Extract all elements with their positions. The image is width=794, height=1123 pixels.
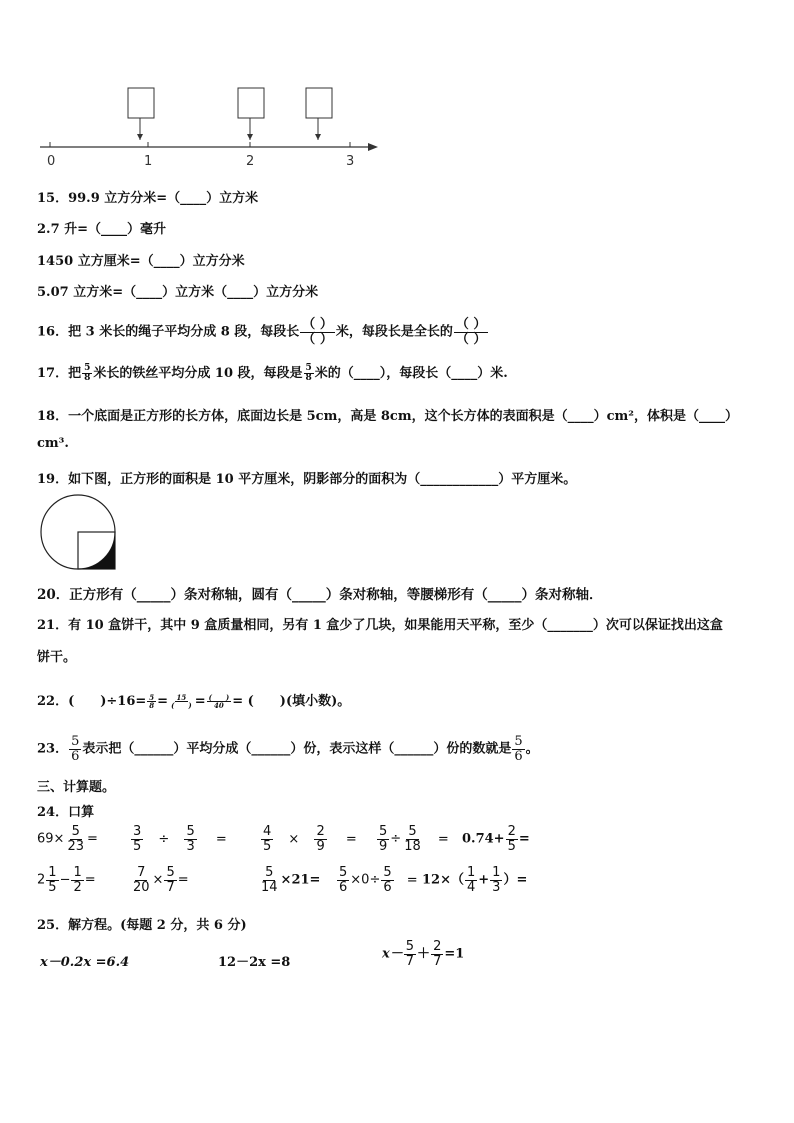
- q24-r1-c-frac1: [261, 825, 273, 853]
- q23-f2-num: 5: [514, 734, 523, 749]
- q24-r2-a-den2: 2: [73, 879, 82, 895]
- q17-frac2-den: 8: [305, 373, 312, 383]
- q24-r1-c-op: ×: [288, 831, 300, 847]
- q17-fraction-2: [304, 364, 314, 384]
- q24-r2-e-den1: 4: [466, 879, 476, 895]
- q23-f1-den: 6: [71, 748, 80, 764]
- q22-f1-den: 8: [149, 701, 155, 710]
- q23-end: 。: [525, 741, 539, 757]
- q24-r1-d-eq: =: [437, 831, 449, 847]
- q24-r1-e-eq: =: [518, 831, 530, 847]
- q15-line2: 2.7 升=（____）毫升: [37, 222, 167, 237]
- q22-eq2: =: [194, 694, 206, 709]
- q21-line2: 饼干。: [37, 650, 77, 665]
- q24-r2-b-op: ×: [152, 872, 164, 888]
- q19-text: 如下图，正方形的面积是 10 平方厘米，阴影部分的面积为（____________）平方厘米。: [68, 472, 577, 487]
- q24-item-2: [130, 825, 227, 853]
- q25-eq3-frac1: [404, 940, 416, 968]
- q16-text2: 米，每段长是全长的: [335, 324, 453, 340]
- q21-number: 21．: [37, 618, 69, 633]
- q24-r2-b-eq: =: [177, 872, 189, 888]
- q24-r2-c-num: 5: [265, 865, 274, 880]
- q16-frac1-den: （ ）: [302, 331, 333, 347]
- q15-number: 15．: [37, 191, 69, 206]
- q24-item-1: [37, 825, 98, 853]
- q16-line: [37, 318, 489, 346]
- q25-eq3-num2: 2: [433, 939, 442, 954]
- q22-text1: ( )÷16=: [68, 694, 147, 709]
- q22-f1-num: 5: [149, 692, 155, 702]
- q24-title: 口算: [68, 805, 95, 820]
- q24-r2-b-den2: 7: [166, 879, 175, 895]
- q24-r1-a-den: 23: [67, 838, 84, 854]
- q24-r2-d-num1: 5: [339, 865, 348, 880]
- q15-line4: 5.07 立方米=（____）立方米（____）立方分米: [37, 285, 319, 300]
- q24-r2-a-eq: =: [84, 872, 96, 888]
- q24-r1-b-den2: 3: [186, 838, 195, 854]
- q17-frac1-den: 8: [84, 373, 91, 383]
- q24-r2-c-den: 14: [261, 879, 278, 895]
- q21-text1: 有 10 盒饼干，其中 9 盒质量相同，另有 1 盒少了几块，如果能用天平称，至少（_______）次可以保证找出这盒: [68, 618, 723, 633]
- q16-text1: 把 3 米长的绳子平均分成 8 段，每段长: [68, 324, 300, 340]
- box-2: [238, 88, 264, 140]
- q24-r1-b-frac2: [184, 825, 196, 853]
- q24-r2-e-op: +: [478, 872, 490, 888]
- q24-r1-e-den: 5: [507, 838, 516, 854]
- q17-frac2-num: 5: [305, 362, 312, 373]
- q22-fraction-1: [147, 694, 156, 710]
- q24-item-5: [462, 825, 530, 853]
- q24-r1-c-num1: 4: [263, 824, 272, 839]
- q23-line: [37, 735, 539, 763]
- q24-r2-d-num2: 5: [383, 865, 392, 880]
- q16-frac1-num: （ ）: [302, 317, 333, 332]
- q24-r1-d-frac1: [377, 825, 389, 853]
- q17-text3: 米的（____），每段长（____）米.: [314, 366, 508, 381]
- q18-line1: [37, 405, 738, 424]
- q17-text2: 米长的铁丝平均分成 10 段，每段是: [93, 366, 303, 381]
- q24-r2-c-text: ×21=: [280, 872, 321, 888]
- q24-r2-d-frac2: [381, 866, 393, 894]
- q25-eq3-num1: 5: [405, 939, 415, 954]
- q18-text1: 一个底面是正方形的长方体，底面边长是 5cm，高是 8cm，这个长方体的表面积是（____）cm²，体积是（____）: [68, 409, 738, 424]
- q25-heading: [37, 914, 247, 933]
- q24-r1-c-den2: 9: [316, 838, 325, 854]
- q24-r1-d-frac2: [402, 825, 423, 853]
- q22-number: 22．: [37, 694, 69, 709]
- q24-r2-b-num1: 7: [137, 865, 146, 880]
- q24-r1-d-den1: 9: [379, 838, 388, 854]
- q24-r1-d-num2: 5: [408, 824, 417, 839]
- q21-line1: [37, 614, 723, 633]
- q20-number: 20．: [37, 587, 70, 603]
- q24-r1-a-frac: [65, 825, 86, 853]
- q25-equation-3: [382, 940, 464, 968]
- q15-line1: [37, 187, 258, 206]
- q24-r1-e-text: 0.74+: [462, 831, 505, 847]
- q16-frac2-num: （ ）: [455, 317, 487, 332]
- q25-equation-2: 12－2x =8: [218, 955, 291, 970]
- tick-label-2: 2: [246, 154, 255, 169]
- q25-eq3-op: ＋: [417, 946, 431, 962]
- q20-text: 正方形有（_____）条对称轴，圆有（_____）条对称轴，等腰梯形有（_____）条对称轴．: [69, 587, 603, 603]
- q22-f2-den: ( ): [171, 701, 192, 710]
- q16-fraction-2: [454, 318, 489, 346]
- q25-title: 解方程。(每题 2 分，共 6 分): [68, 918, 247, 933]
- q22-line: [37, 690, 350, 709]
- q23-number: 23．: [37, 741, 69, 757]
- q17-fraction-1: [82, 364, 92, 384]
- q24-item-4: [376, 825, 449, 853]
- q24-r2-d-eq: =: [406, 872, 418, 888]
- q22-f2-num: 15: [176, 692, 187, 702]
- q24-r1-b-frac1: [131, 825, 143, 853]
- q17-text1: 把: [68, 366, 82, 381]
- q24-r2-e-num2: 1: [492, 865, 501, 880]
- q24-item-10: [422, 866, 527, 894]
- q22-f3-den: 40: [214, 701, 224, 710]
- q24-heading: [37, 801, 94, 820]
- q15-text1: 99.9 立方分米=（____）立方米: [68, 191, 259, 206]
- q23-f1-num: 5: [71, 734, 80, 749]
- q24-r2-b-den1: 20: [133, 879, 150, 895]
- q23-f2-den: 6: [514, 748, 523, 764]
- q19-line: [37, 468, 576, 487]
- q24-r2-e-num1: 1: [466, 865, 476, 880]
- q24-r1-e-num: 2: [507, 824, 516, 839]
- q24-r2-a-frac2: [71, 866, 83, 894]
- tick-label-1: 1: [144, 154, 153, 169]
- q24-item-7: [130, 866, 189, 894]
- q24-item-8: [258, 866, 320, 894]
- q24-r1-d-den2: 18: [404, 838, 421, 854]
- q24-r2-a-frac1: [46, 866, 58, 894]
- q17-line: [37, 362, 508, 383]
- q24-r2-e-den2: 3: [492, 879, 501, 895]
- q16-frac2-den: （ ）: [455, 331, 487, 347]
- circle-square-figure: [38, 494, 120, 572]
- section-3-heading: 三、计算题。: [37, 780, 116, 795]
- q22-fraction-2: [169, 694, 194, 710]
- q24-r1-e-frac: [506, 825, 518, 853]
- q20-line: [37, 583, 603, 603]
- q18-line2: cm³.: [37, 436, 69, 451]
- tick-label-0: 0: [47, 154, 56, 169]
- q24-item-9: [336, 866, 418, 894]
- q24-r1-a-num: 5: [71, 824, 80, 839]
- q24-r1-c-den1: 5: [263, 838, 272, 854]
- q18-number: 18．: [37, 409, 69, 424]
- q24-r1-c-num2: 2: [316, 824, 325, 839]
- q24-r2-a-whole: 2: [37, 872, 46, 888]
- q25-eq3-den1: 7: [405, 953, 415, 969]
- q16-fraction-1: [300, 318, 335, 346]
- q23-fraction-1: [69, 735, 81, 763]
- q24-item-3: [260, 825, 357, 853]
- q24-r1-d-op: ÷: [390, 831, 402, 847]
- q24-r1-d-num1: 5: [379, 824, 388, 839]
- q24-r2-b-frac1: [131, 866, 152, 894]
- q24-r2-e-text2: ）=: [503, 872, 528, 888]
- q24-r2-e-text1: 12×（: [422, 872, 464, 888]
- q24-r2-b-frac2: [164, 866, 176, 894]
- q24-r2-a-den1: 5: [48, 879, 57, 895]
- q24-r1-a-text: 69×: [37, 831, 65, 847]
- q24-r2-a-num1: 1: [48, 865, 57, 880]
- q24-r2-d-mid: ×0÷: [350, 872, 381, 888]
- q16-number: 16．: [37, 324, 69, 340]
- box-1: [128, 88, 154, 140]
- q24-r2-d-den1: 6: [339, 879, 348, 895]
- q24-r1-a-eq: =: [86, 831, 98, 847]
- q24-number: 24．: [37, 805, 69, 820]
- q24-r1-b-den1: 5: [133, 838, 142, 854]
- box-3: [306, 88, 332, 140]
- q17-number: 17．: [37, 366, 69, 381]
- q22-f3-num: ( ): [208, 692, 230, 702]
- q24-r1-b-num2: 5: [186, 824, 195, 839]
- q25-eq3-frac2: [431, 940, 443, 968]
- q24-r2-c-frac: [259, 866, 280, 894]
- q24-r1-b-num1: 3: [133, 824, 142, 839]
- q24-r2-a-op: −: [59, 872, 71, 888]
- q24-r1-b-op: ÷: [158, 831, 170, 847]
- number-line-figure: [30, 80, 390, 172]
- q22-fraction-3: [207, 694, 232, 710]
- q25-eq3-text1: x－: [382, 946, 403, 962]
- q17-frac1-num: 5: [84, 362, 91, 373]
- tick-label-3: 3: [346, 154, 355, 169]
- q24-r1-b-eq: =: [215, 831, 227, 847]
- q24-r1-c-frac2: [314, 825, 326, 853]
- q23-fraction-2: [512, 735, 524, 763]
- q24-r2-a-num2: 1: [73, 865, 82, 880]
- q24-r2-b-num2: 5: [166, 865, 175, 880]
- q23-text: 表示把（______）平均分成（______）份，表示这样（______）份的数就是: [82, 741, 512, 757]
- q25-eq3-den2: 7: [433, 953, 442, 969]
- q22-text2: = ( )(填小数)。: [232, 694, 351, 709]
- q24-r2-e-frac1: [465, 866, 477, 894]
- q22-eq1: =: [157, 694, 169, 709]
- q15-line3: 1450 立方厘米=（____）立方分米: [37, 254, 245, 269]
- q19-number: 19．: [37, 472, 69, 487]
- q24-item-6: [37, 866, 96, 894]
- q25-eq3-text2: =1: [444, 946, 465, 962]
- q24-r1-c-eq: =: [345, 831, 357, 847]
- q24-r2-d-frac1: [337, 866, 349, 894]
- q24-r2-d-den2: 6: [383, 879, 392, 895]
- q25-equation-1: x－0.2x =6.4: [40, 955, 130, 970]
- q24-r2-e-frac2: [490, 866, 502, 894]
- q25-number: 25．: [37, 918, 69, 933]
